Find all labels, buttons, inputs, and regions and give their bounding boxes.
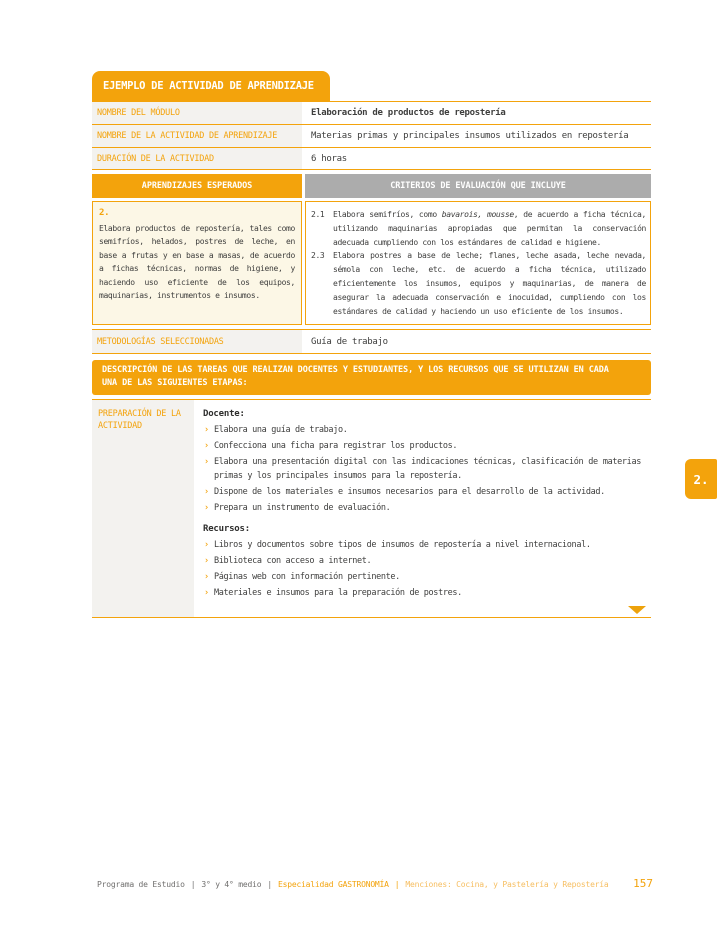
table-row (92, 147, 651, 170)
activity-table (92, 71, 651, 618)
list-item (203, 555, 641, 569)
list-item-text: Biblioteca con acceso a internet. (214, 556, 372, 567)
list-item (203, 440, 641, 454)
activity-name-value: Materias primas y principales insumos utilizados en repostería (311, 131, 629, 141)
column-headers (92, 174, 651, 198)
list-item-text: Elabora una presentación digital con las indicaciones técnicas, clasificación de materias primas y los principales insumos para la repostería. (214, 457, 641, 481)
docente-list (203, 424, 641, 515)
list-item-text: Materiales e insumos para la preparación de postres. (214, 588, 462, 599)
bullet-chevron-icon: › (204, 556, 209, 567)
list-item-text: Libros y documentos sobre tipos de insumos de repostería a nivel internacional. (214, 540, 591, 551)
evaluation-criteria-cell (305, 201, 651, 325)
description-band: DESCRIPCIÓN DE LAS TAREAS QUE REALIZAN DOCENTES Y ESTUDIANTES, Y LOS RECURSOS QUE SE UTILIZAN EN CADA UNA DE LAS SIGUIENTES ETAPAS: (92, 360, 651, 395)
list-item (203, 486, 641, 500)
module-name-label: NOMBRE DEL MÓDULO (92, 102, 302, 124)
bullet-chevron-icon: › (204, 572, 209, 583)
criterion-text: Elabora postres a base de leche; flanes, leche asada, leche nevada, sémola con leche, etc. de acuerdo a ficha técnica, utilizado eficientemente los insumos, equipos y maquinarias, de manera de asegurar la adecuada conservación e inocuidad, cumpliendo con los estándares de calidad y haciendo un uso eficiente de los insumos. (333, 251, 646, 316)
bullet-chevron-icon: › (204, 588, 209, 599)
section-header-tab: EJEMPLO DE ACTIVIDAD DE APRENDIZAJE (92, 71, 330, 101)
expected-learning-number: 2. (99, 208, 110, 218)
bullet-chevron-icon: › (204, 502, 209, 513)
module-name-value: Elaboración de productos de repostería (311, 108, 506, 118)
methodology-label: METODOLOGÍAS SELECCIONADAS (92, 330, 302, 353)
list-item-text: Dispone de los materiales e insumos necesarios para el desarrollo de la actividad. (214, 486, 605, 497)
bullet-chevron-icon: › (204, 425, 209, 436)
criterion-text-segment: , de acuerdo a ficha técnica, utilizando maquinarias apropiadas que permitan la conservación adecuada cumpliendo con los estándares de calidad e higiene. (333, 210, 646, 247)
preparation-stage-label: PREPARACIÓN DE LA ACTIVIDAD (92, 400, 194, 617)
info-table (92, 101, 651, 170)
table-row (92, 124, 651, 147)
criterion-text (333, 208, 646, 249)
list-item (203, 502, 641, 516)
activity-name-label: NOMBRE DE LA ACTIVIDAD DE APRENDIZAJE (92, 125, 302, 147)
footer-mentions: Menciones: Cocina, y Pastelería y Repostería (405, 880, 609, 889)
methodology-value: Guía de trabajo (311, 336, 388, 347)
continuation-arrow-icon (628, 606, 646, 614)
expected-learning-header: APRENDIZAJES ESPERADOS (92, 174, 302, 198)
criterion-item (311, 208, 646, 249)
criterion-text-segment: Elabora semifríos, como (333, 210, 442, 219)
methodology-row (92, 329, 651, 354)
list-item-text: Confecciona una ficha para registrar los productos. (214, 441, 458, 452)
list-item (203, 587, 641, 601)
bullet-chevron-icon: › (204, 441, 209, 452)
expected-learning-text: Elabora productos de repostería, tales como semifríos, helados, postres de leche, en base a frutas y en base a masas, de acuerdo a fichas técnicas, normas de higiene, y haciendo uso eficiente de los equipos, maquinarias, instrumentos e insumos. (99, 223, 295, 300)
footer-separator: | (190, 880, 196, 889)
bullet-chevron-icon: › (204, 457, 209, 468)
list-item-text: Páginas web con información pertinente. (214, 572, 400, 583)
list-item-text: Elabora una guía de trabajo. (214, 425, 348, 436)
recursos-title: Recursos: (203, 524, 250, 535)
footer-specialty: Especialidad GASTRONOMÍA (277, 880, 389, 889)
list-item-text: Prepara un instrumento de evaluación. (214, 502, 391, 513)
docente-title: Docente: (203, 409, 245, 420)
criterion-item (311, 249, 646, 318)
chapter-tab: 2. (685, 459, 717, 499)
table-row (92, 101, 651, 124)
footer-program: Programa de Estudio (97, 880, 185, 889)
list-item (203, 456, 641, 483)
recursos-list (203, 539, 641, 601)
bullet-chevron-icon: › (204, 540, 209, 551)
bullet-chevron-icon: › (204, 486, 209, 497)
page-footer (97, 877, 653, 890)
list-item (203, 539, 641, 553)
list-item (203, 571, 641, 585)
preparation-row (92, 399, 651, 618)
footer-separator: | (394, 880, 400, 889)
criterion-text-italic: bavarois, mousse (441, 210, 514, 219)
expected-learning-cell (92, 201, 302, 325)
evaluation-criteria-header: CRITERIOS DE EVALUACIÓN QUE INCLUYE (305, 174, 651, 198)
criterion-number: 2.3 (311, 251, 325, 261)
page-number: 157 (633, 877, 653, 890)
footer-grade: 3° y 4° medio (201, 880, 262, 889)
preparation-content (194, 400, 651, 617)
duration-value: 6 horas (311, 153, 347, 164)
footer-separator: | (267, 880, 272, 889)
criterion-number: 2.1 (311, 210, 325, 219)
learning-content-row (92, 201, 651, 325)
duration-label: DURACIÓN DE LA ACTIVIDAD (92, 148, 302, 169)
list-item (203, 424, 641, 438)
